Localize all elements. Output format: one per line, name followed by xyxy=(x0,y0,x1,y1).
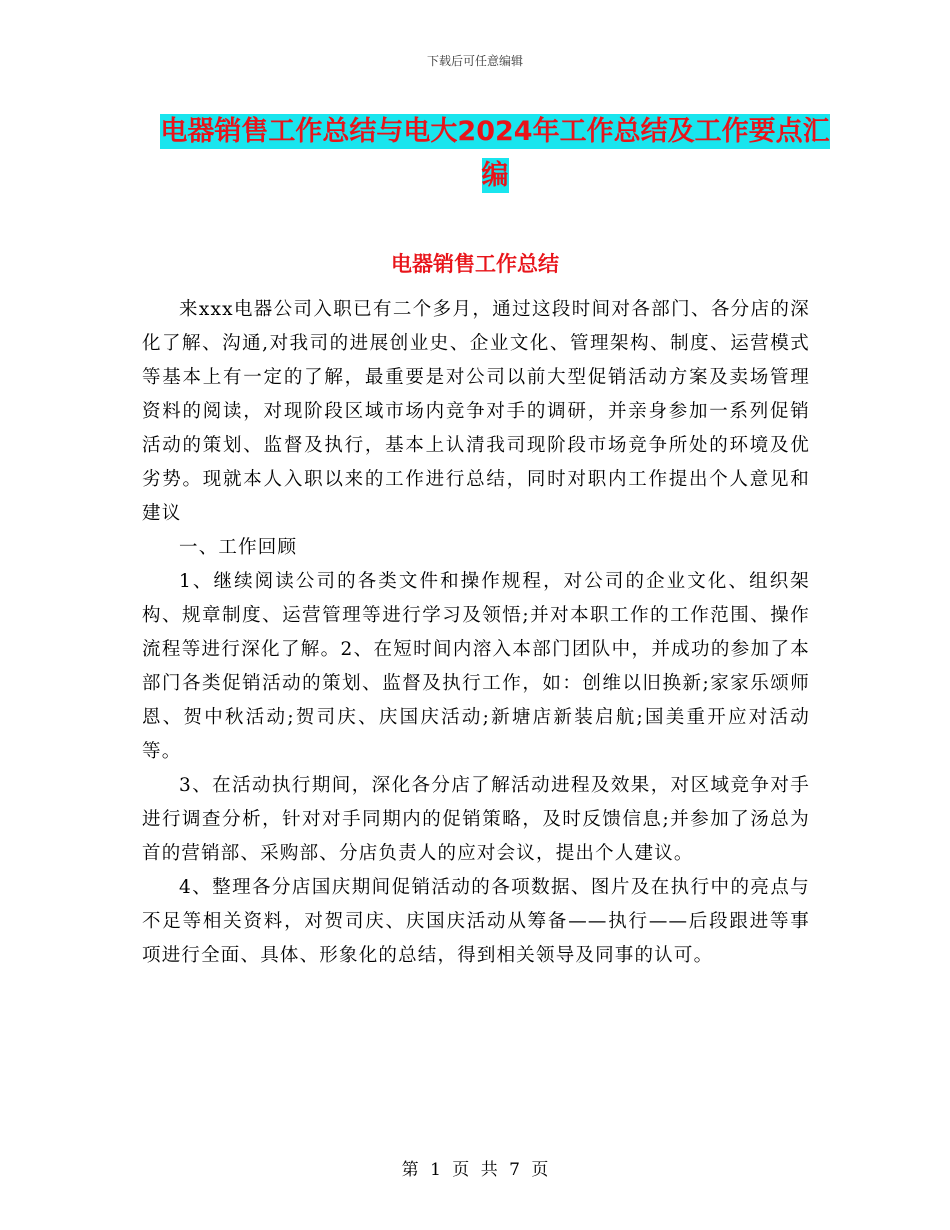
page-header-note: 下载后可任意编辑 xyxy=(426,54,523,68)
paragraph-item-1-2: 1、继续阅读公司的各类文件和操作规程，对公司的企业文化、组织架构、规章制度、运营管理等进行学习及领悟;并对本职工作的工作范围、操作流程等进行深化了解。2、在短时间内溶入本部门团队中，并成功的参加了本部门各类促销活动的策划、监督及执行工作，如：创维以旧换新;家家乐颂师恩、贺中秋活动;贺司庆、庆国庆活动;新塘店新装启航;国美重开应对活动等。 xyxy=(142,571,810,762)
page-number: 第 1 页 共 7 页 xyxy=(401,1160,549,1180)
paragraph-item-3: 3、在活动执行期间，深化各分店了解活动进程及效果，对区域竞争对手进行调查分析，针对对手同期内的促销策略，及时反馈信息;并参加了汤总为首的营销部、采购部、分店负责人的应对会议，提出个人建议。 xyxy=(142,775,810,864)
paragraph-intro: 来xxx电器公司入职已有二个多月，通过这段时间对各部门、各分店的深化了解、沟通,对我司的进展创业史、企业文化、管理架构、制度、运营模式等基本上有一定的了解，最重要是对公司以前大型促销活动方案及卖场管理资料的阅读，对现阶段区域市场内竞争对手的调研，并亲身参加一系列促销活动的策划、监督及执行，基本上认清我司现阶段市场竞争所处的环境及优劣势。现就本人入职以来的工作进行总结，同时对职内工作提出个人意见和建议 xyxy=(142,299,810,524)
document-title-text: 电器销售工作总结与电大2024年工作总结及工作要点汇编 xyxy=(160,116,830,191)
document-title xyxy=(150,110,840,198)
document-body xyxy=(142,293,810,973)
section-title: 电器销售工作总结 xyxy=(391,252,559,276)
paragraph-heading-work-review: 一、工作回顾 xyxy=(179,537,298,558)
paragraph-item-4: 4、整理各分店国庆期间促销活动的各项数据、图片及在执行中的亮点与不足等相关资料，对贺司庆、庆国庆活动从筹备——执行——后段跟进等事项进行全面、具体、形象化的总结，得到相关领导及同事的认可。 xyxy=(142,877,810,966)
